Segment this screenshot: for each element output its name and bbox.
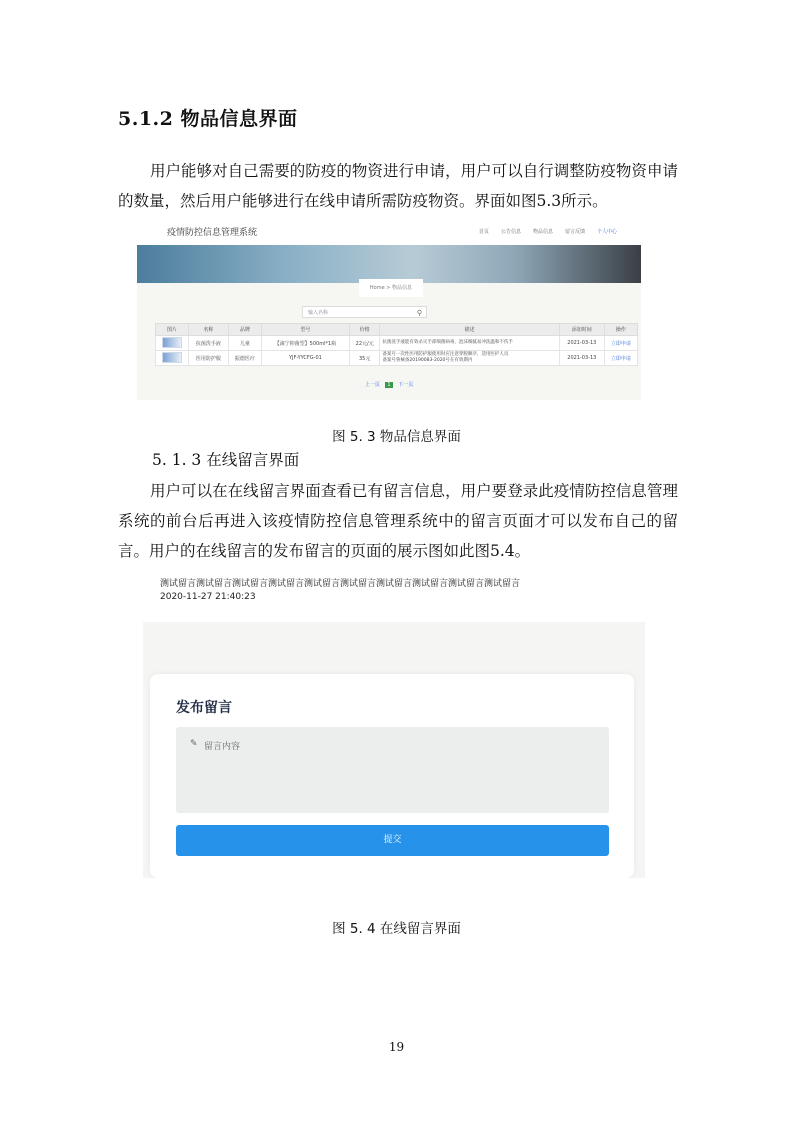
table-row bbox=[156, 336, 638, 351]
subsection-heading: 5. 1. 3 在线留言界面 bbox=[152, 451, 300, 469]
paragraph-intro: 用户能够对自己需要的防疫的物资进行申请，用户可以自行调整防疫物资申请的数量，然后用户能够进行在线申请所需防疫物资。界面如图5.3所示。 bbox=[118, 162, 678, 210]
item-desc-extra: 备案号鲁械备20190083-2020号在有效期内 bbox=[382, 358, 473, 363]
item-model: YJF-YYCFG-01 bbox=[261, 351, 349, 366]
item-desc: 备案号一次性医用防护服使用时应注意穿脱顺序，适用医护人员 bbox=[382, 352, 509, 357]
pencil-icon: ✎ bbox=[190, 739, 198, 749]
col-header: 型号 bbox=[261, 324, 349, 336]
message-textarea[interactable] bbox=[176, 727, 609, 813]
figure-item-info-screenshot bbox=[137, 224, 641, 400]
item-name: 抗菌洗手液 bbox=[189, 336, 229, 351]
search-icon[interactable]: ⚲ bbox=[416, 309, 422, 317]
col-header: 添加时间 bbox=[559, 324, 604, 336]
item-desc: 抗菌洗手液能有效杀灭手部细菌病毒，泡沫细腻易冲洗温和不伤手 bbox=[380, 336, 559, 351]
textarea-placeholder: 留言内容 bbox=[204, 742, 241, 752]
item-model: 【滴宁抑菌型】500ml*1瓶 bbox=[261, 336, 349, 351]
col-header: 操作 bbox=[604, 324, 637, 336]
existing-message bbox=[143, 570, 645, 622]
col-header: 描述 bbox=[380, 324, 559, 336]
col-header: 图片 bbox=[156, 324, 189, 336]
item-name: 医用防护服 bbox=[189, 351, 229, 366]
site-header bbox=[137, 224, 641, 245]
nav-menu bbox=[479, 228, 617, 235]
section-heading: 5.1.2 物品信息界面 bbox=[118, 108, 298, 130]
breadcrumb: Home > 物品信息 bbox=[359, 279, 423, 297]
nav-item-profile[interactable]: 个人中心 bbox=[596, 229, 617, 235]
col-header: 品牌 bbox=[228, 324, 261, 336]
card-title: 发布留言 bbox=[176, 700, 232, 716]
paragraph-message: 用户可以在在线留言界面查看已有留言信息，用户要登录此疫情防控信息管理系统的前台后再进入该疫情防控信息管理系统中的留言页面才可以发布自己的留言。用户的在线留言的发布留言的页面的展示图如此图5.4。 bbox=[118, 482, 678, 560]
page-number: 19 bbox=[388, 1040, 405, 1054]
item-brand: 儿童 bbox=[228, 336, 261, 351]
item-price: 22元/元 bbox=[349, 336, 380, 351]
figure-caption-5-3: 图 5. 3 物品信息界面 bbox=[332, 429, 461, 445]
items-table bbox=[155, 323, 638, 366]
post-message-card bbox=[150, 674, 634, 878]
system-title: 疫情防控信息管理系统 bbox=[167, 228, 258, 238]
col-header: 价格 bbox=[349, 324, 380, 336]
nav-item-feedback[interactable]: 留言反馈 bbox=[564, 229, 585, 235]
item-thumbnail bbox=[162, 352, 182, 363]
prev-page-link[interactable]: 上一页 bbox=[364, 382, 380, 388]
submit-button[interactable]: 提交 bbox=[176, 825, 609, 856]
col-header: 名称 bbox=[189, 324, 229, 336]
figure-message-screenshot bbox=[143, 570, 645, 878]
item-brand: 振德医疗 bbox=[228, 351, 261, 366]
search-placeholder: 输入名称 bbox=[308, 310, 329, 316]
message-timestamp: 2020-11-27 21:40:23 bbox=[160, 592, 256, 602]
banner-image bbox=[137, 245, 641, 283]
pagination bbox=[137, 381, 641, 388]
next-page-link[interactable]: 下一页 bbox=[398, 382, 414, 388]
item-date: 2021-03-13 bbox=[559, 336, 604, 351]
nav-item-items[interactable]: 物品信息 bbox=[532, 229, 553, 235]
current-page[interactable]: 1 bbox=[387, 382, 391, 388]
item-date: 2021-03-13 bbox=[559, 351, 604, 366]
item-thumbnail bbox=[162, 337, 182, 348]
item-price: 35元 bbox=[349, 351, 380, 366]
message-content: 测试留言测试留言测试留言测试留言测试留言测试留言测试留言测试留言测试留言测试留言 bbox=[160, 579, 521, 589]
apply-link[interactable]: 立即申请 bbox=[604, 336, 637, 351]
search-input[interactable] bbox=[302, 306, 427, 318]
figure-caption-5-4: 图 5. 4 在线留言界面 bbox=[332, 921, 461, 937]
nav-item-home[interactable]: 首页 bbox=[478, 229, 489, 235]
nav-item-notice[interactable]: 公告信息 bbox=[500, 229, 521, 235]
table-row bbox=[156, 351, 638, 366]
apply-link[interactable]: 立即申请 bbox=[604, 351, 637, 366]
